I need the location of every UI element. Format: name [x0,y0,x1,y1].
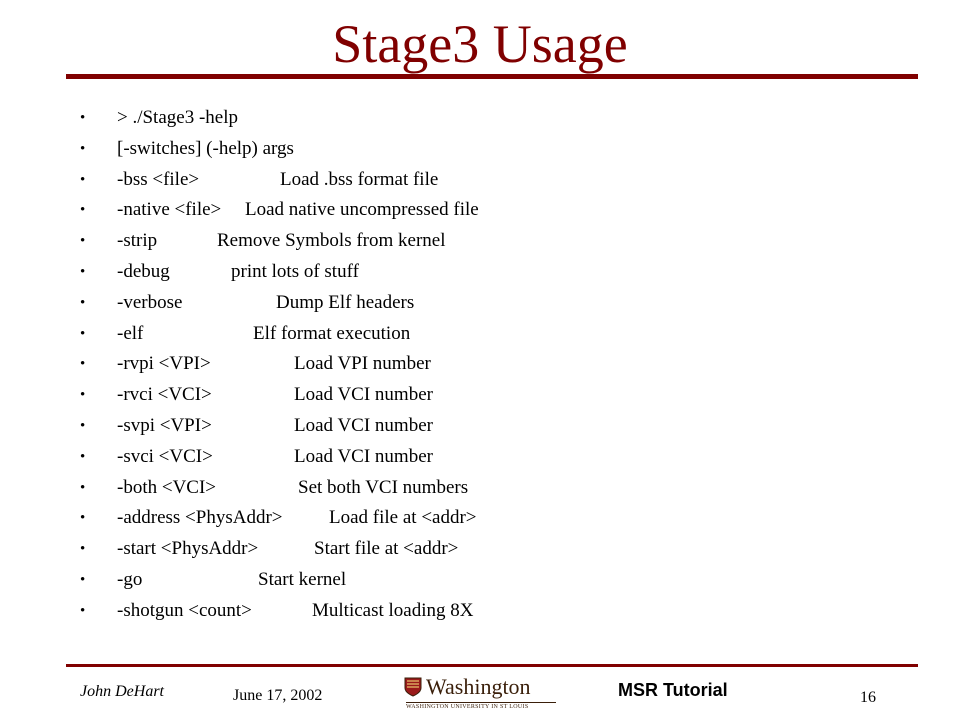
logo-divider [406,702,556,703]
bullet-icon: • [80,263,86,280]
command-text: > ./Stage3 -help [117,107,238,128]
command-description: Dump Elf headers [276,291,415,313]
command-description: Load VCI number [294,384,433,406]
command-description: Load .bss format file [280,168,439,190]
command-text: -svpi <VPI> [117,414,212,436]
command-text: -go [117,568,143,590]
bullet-icon: • [80,417,86,434]
bullet-icon: • [80,510,86,527]
bullet-icon: • [80,356,86,373]
bullet-icon: • [80,541,86,558]
command-description: Multicast loading 8X [312,599,474,621]
command-text: -elf [117,322,144,344]
command-text: -address <PhysAddr> [117,507,283,529]
bullet-icon: • [80,325,86,342]
command-description: Remove Symbols from kernel [217,230,446,252]
bullet-icon: • [80,479,86,496]
command-description: Elf format execution [253,322,411,344]
command-text: -native <file> [117,199,222,221]
bullet-icon: • [80,571,86,588]
command-text: -svci <VCI> [117,445,213,467]
bullet-icon: • [80,171,86,188]
command-text: -rvci <VCI> [117,384,212,406]
bullet-icon: • [80,448,86,465]
command-text: -shotgun <count> [117,599,252,621]
bullet-icon: • [80,294,86,311]
command-text: [-switches] (-help) args [117,137,294,159]
command-text: -both <VCI> [117,476,217,498]
shield-icon [404,677,422,697]
page-number: 16 [860,689,876,706]
command-text: -strip [117,230,158,252]
command-description: Start file at <addr> [314,538,459,560]
command-description: Load native uncompressed file [245,199,479,221]
title-divider [66,74,918,79]
slide-title: Stage3 Usage [332,14,628,74]
command-text: -debug [117,260,170,282]
footer-course: MSR Tutorial [618,680,728,700]
command-description: Load VCI number [294,445,433,467]
bullet-icon: • [80,602,86,619]
bullet-icon: • [80,387,86,404]
footer-author: John DeHart [80,683,164,700]
bullet-icon: • [80,202,86,219]
footer-date: June 17, 2002 [233,687,323,704]
command-description: Load VPI number [294,353,431,375]
bullet-icon: • [80,233,86,250]
command-description: print lots of stuff [231,260,359,282]
command-description: Set both VCI numbers [298,476,469,498]
command-text: -verbose [117,291,183,313]
command-description: Load file at <addr> [329,507,477,529]
command-text: -rvpi <VPI> [117,353,211,375]
command-description: Start kernel [258,568,347,590]
logo-subtitle: WASHINGTON UNIVERSITY IN ST LOUIS [406,704,529,710]
logo-wordmark: Washington [426,674,531,699]
university-logo [404,674,556,716]
footer-divider [66,664,918,667]
bullet-icon: • [80,140,86,157]
command-description: Load VCI number [294,414,433,436]
command-text: -bss <file> [117,168,200,190]
bullet-icon: • [80,110,86,126]
command-text: -start <PhysAddr> [117,538,259,560]
